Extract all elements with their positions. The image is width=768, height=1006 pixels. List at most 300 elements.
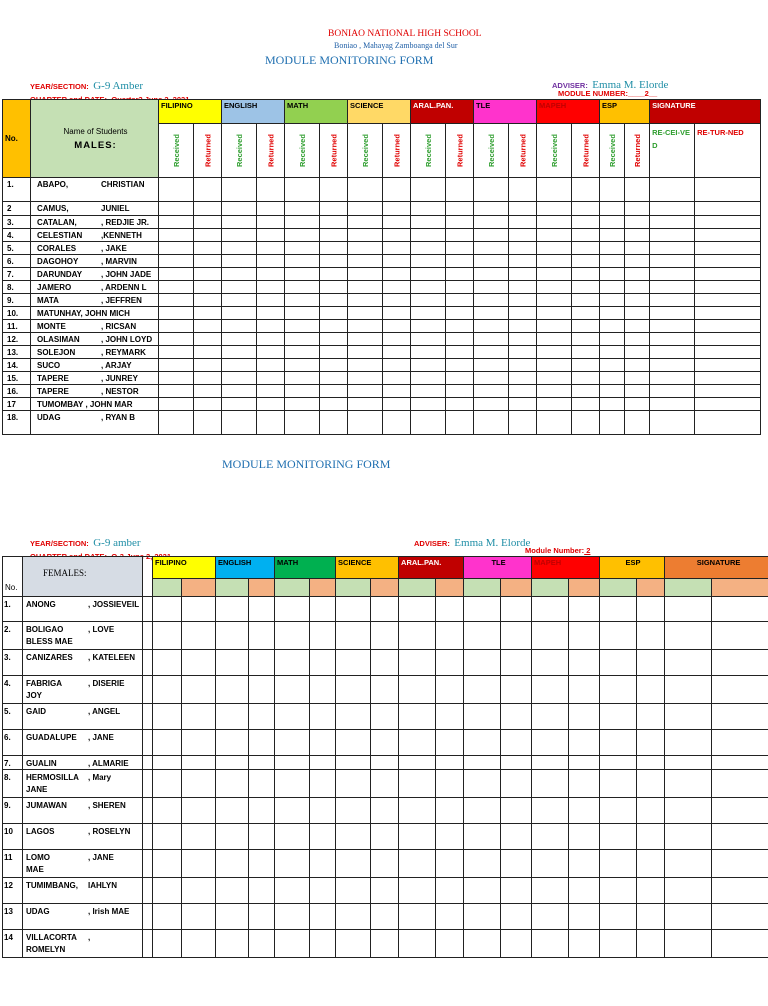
check-cell[interactable]: [474, 307, 509, 320]
check-cell[interactable]: [665, 850, 712, 878]
check-cell[interactable]: [474, 333, 509, 346]
check-cell[interactable]: [348, 242, 383, 255]
check-cell[interactable]: [159, 242, 194, 255]
check-cell[interactable]: [348, 372, 383, 385]
check-cell[interactable]: [665, 756, 712, 770]
check-cell[interactable]: [509, 346, 537, 359]
check-cell[interactable]: [222, 307, 257, 320]
check-cell[interactable]: [216, 770, 249, 798]
check-cell[interactable]: [474, 385, 509, 398]
check-cell[interactable]: [436, 798, 464, 824]
check-cell[interactable]: [371, 704, 399, 730]
check-cell[interactable]: [695, 372, 761, 385]
check-cell[interactable]: [464, 850, 501, 878]
check-cell[interactable]: [182, 622, 216, 650]
check-cell[interactable]: [537, 216, 572, 229]
check-cell[interactable]: [572, 281, 600, 294]
check-cell[interactable]: [474, 216, 509, 229]
check-cell[interactable]: [600, 216, 625, 229]
check-cell[interactable]: [650, 372, 695, 385]
check-cell[interactable]: [285, 178, 320, 202]
check-cell[interactable]: [159, 372, 194, 385]
check-cell[interactable]: [650, 320, 695, 333]
check-cell[interactable]: [320, 385, 348, 398]
check-cell[interactable]: [436, 770, 464, 798]
check-cell[interactable]: [537, 372, 572, 385]
check-cell[interactable]: [194, 346, 222, 359]
check-cell[interactable]: [600, 904, 637, 930]
check-cell[interactable]: [348, 398, 383, 411]
check-cell[interactable]: [336, 676, 371, 704]
check-cell[interactable]: [310, 597, 336, 622]
check-cell[interactable]: [371, 622, 399, 650]
check-cell[interactable]: [336, 704, 371, 730]
check-cell[interactable]: [695, 411, 761, 435]
check-cell[interactable]: [336, 850, 371, 878]
check-cell[interactable]: [194, 398, 222, 411]
check-cell[interactable]: [257, 178, 285, 202]
check-cell[interactable]: [509, 320, 537, 333]
check-cell[interactable]: [532, 676, 569, 704]
check-cell[interactable]: [371, 730, 399, 756]
check-cell[interactable]: [501, 756, 532, 770]
check-cell[interactable]: [285, 281, 320, 294]
check-cell[interactable]: [665, 798, 712, 824]
check-cell[interactable]: [310, 730, 336, 756]
check-cell[interactable]: [537, 411, 572, 435]
check-cell[interactable]: [537, 268, 572, 281]
check-cell[interactable]: [464, 930, 501, 958]
check-cell[interactable]: [411, 255, 446, 268]
check-cell[interactable]: [348, 178, 383, 202]
check-cell[interactable]: [572, 216, 600, 229]
check-cell[interactable]: [383, 359, 411, 372]
check-cell[interactable]: [383, 294, 411, 307]
check-cell[interactable]: [572, 359, 600, 372]
check-cell[interactable]: [446, 178, 474, 202]
check-cell[interactable]: [637, 730, 665, 756]
check-cell[interactable]: [320, 307, 348, 320]
check-cell[interactable]: [446, 255, 474, 268]
check-cell[interactable]: [383, 398, 411, 411]
check-cell[interactable]: [182, 850, 216, 878]
check-cell[interactable]: [348, 268, 383, 281]
check-cell[interactable]: [222, 216, 257, 229]
check-cell[interactable]: [665, 597, 712, 622]
check-cell[interactable]: [411, 294, 446, 307]
check-cell[interactable]: [625, 333, 650, 346]
check-cell[interactable]: [257, 385, 285, 398]
check-cell[interactable]: [625, 307, 650, 320]
check-cell[interactable]: [446, 307, 474, 320]
check-cell[interactable]: [464, 650, 501, 676]
check-cell[interactable]: [249, 798, 275, 824]
check-cell[interactable]: [695, 320, 761, 333]
check-cell[interactable]: [474, 281, 509, 294]
check-cell[interactable]: [194, 268, 222, 281]
check-cell[interactable]: [383, 255, 411, 268]
check-cell[interactable]: [537, 385, 572, 398]
check-cell[interactable]: [637, 798, 665, 824]
check-cell[interactable]: [532, 622, 569, 650]
check-cell[interactable]: [399, 704, 436, 730]
check-cell[interactable]: [257, 268, 285, 281]
check-cell[interactable]: [275, 622, 310, 650]
check-cell[interactable]: [257, 229, 285, 242]
check-cell[interactable]: [194, 411, 222, 435]
check-cell[interactable]: [509, 216, 537, 229]
check-cell[interactable]: [625, 202, 650, 216]
check-cell[interactable]: [532, 770, 569, 798]
check-cell[interactable]: [695, 255, 761, 268]
check-cell[interactable]: [572, 242, 600, 255]
check-cell[interactable]: [712, 878, 768, 904]
check-cell[interactable]: [509, 281, 537, 294]
check-cell[interactable]: [537, 242, 572, 255]
check-cell[interactable]: [285, 359, 320, 372]
check-cell[interactable]: [625, 178, 650, 202]
check-cell[interactable]: [625, 320, 650, 333]
check-cell[interactable]: [650, 202, 695, 216]
check-cell[interactable]: [222, 359, 257, 372]
check-cell[interactable]: [650, 359, 695, 372]
check-cell[interactable]: [275, 756, 310, 770]
check-cell[interactable]: [249, 904, 275, 930]
check-cell[interactable]: [600, 798, 637, 824]
check-cell[interactable]: [182, 798, 216, 824]
check-cell[interactable]: [474, 229, 509, 242]
check-cell[interactable]: [222, 281, 257, 294]
check-cell[interactable]: [650, 216, 695, 229]
check-cell[interactable]: [600, 307, 625, 320]
check-cell[interactable]: [194, 229, 222, 242]
check-cell[interactable]: [194, 255, 222, 268]
check-cell[interactable]: [257, 294, 285, 307]
check-cell[interactable]: [537, 398, 572, 411]
check-cell[interactable]: [665, 676, 712, 704]
check-cell[interactable]: [650, 294, 695, 307]
check-cell[interactable]: [275, 904, 310, 930]
check-cell[interactable]: [310, 676, 336, 704]
check-cell[interactable]: [411, 242, 446, 255]
check-cell[interactable]: [194, 202, 222, 216]
check-cell[interactable]: [275, 650, 310, 676]
check-cell[interactable]: [310, 770, 336, 798]
check-cell[interactable]: [532, 597, 569, 622]
check-cell[interactable]: [509, 307, 537, 320]
check-cell[interactable]: [159, 202, 194, 216]
check-cell[interactable]: [383, 281, 411, 294]
check-cell[interactable]: [625, 268, 650, 281]
check-cell[interactable]: [474, 178, 509, 202]
check-cell[interactable]: [509, 385, 537, 398]
check-cell[interactable]: [474, 255, 509, 268]
check-cell[interactable]: [474, 294, 509, 307]
check-cell[interactable]: [320, 216, 348, 229]
check-cell[interactable]: [501, 676, 532, 704]
check-cell[interactable]: [399, 878, 436, 904]
check-cell[interactable]: [501, 824, 532, 850]
check-cell[interactable]: [285, 320, 320, 333]
check-cell[interactable]: [285, 346, 320, 359]
check-cell[interactable]: [501, 597, 532, 622]
check-cell[interactable]: [600, 294, 625, 307]
check-cell[interactable]: [572, 268, 600, 281]
check-cell[interactable]: [695, 268, 761, 281]
check-cell[interactable]: [695, 202, 761, 216]
check-cell[interactable]: [464, 878, 501, 904]
check-cell[interactable]: [572, 411, 600, 435]
check-cell[interactable]: [153, 597, 182, 622]
check-cell[interactable]: [153, 704, 182, 730]
check-cell[interactable]: [436, 904, 464, 930]
check-cell[interactable]: [537, 333, 572, 346]
check-cell[interactable]: [222, 178, 257, 202]
check-cell[interactable]: [310, 622, 336, 650]
check-cell[interactable]: [285, 385, 320, 398]
check-cell[interactable]: [257, 359, 285, 372]
check-cell[interactable]: [371, 878, 399, 904]
check-cell[interactable]: [446, 359, 474, 372]
check-cell[interactable]: [509, 268, 537, 281]
check-cell[interactable]: [464, 622, 501, 650]
check-cell[interactable]: [695, 346, 761, 359]
check-cell[interactable]: [600, 930, 637, 958]
check-cell[interactable]: [569, 650, 600, 676]
check-cell[interactable]: [399, 930, 436, 958]
check-cell[interactable]: [216, 597, 249, 622]
check-cell[interactable]: [464, 597, 501, 622]
check-cell[interactable]: [712, 622, 768, 650]
check-cell[interactable]: [320, 333, 348, 346]
check-cell[interactable]: [182, 770, 216, 798]
check-cell[interactable]: [600, 650, 637, 676]
check-cell[interactable]: [650, 398, 695, 411]
check-cell[interactable]: [371, 770, 399, 798]
check-cell[interactable]: [637, 850, 665, 878]
check-cell[interactable]: [446, 268, 474, 281]
check-cell[interactable]: [712, 756, 768, 770]
check-cell[interactable]: [383, 268, 411, 281]
check-cell[interactable]: [222, 229, 257, 242]
check-cell[interactable]: [569, 850, 600, 878]
check-cell[interactable]: [712, 730, 768, 756]
check-cell[interactable]: [383, 411, 411, 435]
check-cell[interactable]: [182, 597, 216, 622]
check-cell[interactable]: [637, 650, 665, 676]
check-cell[interactable]: [695, 333, 761, 346]
check-cell[interactable]: [695, 307, 761, 320]
check-cell[interactable]: [665, 824, 712, 850]
check-cell[interactable]: [436, 650, 464, 676]
check-cell[interactable]: [474, 268, 509, 281]
check-cell[interactable]: [501, 770, 532, 798]
check-cell[interactable]: [216, 730, 249, 756]
check-cell[interactable]: [501, 622, 532, 650]
check-cell[interactable]: [411, 398, 446, 411]
check-cell[interactable]: [625, 346, 650, 359]
check-cell[interactable]: [600, 346, 625, 359]
check-cell[interactable]: [257, 307, 285, 320]
check-cell[interactable]: [464, 824, 501, 850]
check-cell[interactable]: [572, 255, 600, 268]
check-cell[interactable]: [600, 320, 625, 333]
check-cell[interactable]: [474, 242, 509, 255]
check-cell[interactable]: [569, 930, 600, 958]
check-cell[interactable]: [285, 372, 320, 385]
check-cell[interactable]: [600, 704, 637, 730]
check-cell[interactable]: [348, 320, 383, 333]
check-cell[interactable]: [600, 398, 625, 411]
check-cell[interactable]: [509, 411, 537, 435]
check-cell[interactable]: [600, 359, 625, 372]
check-cell[interactable]: [637, 622, 665, 650]
check-cell[interactable]: [310, 798, 336, 824]
check-cell[interactable]: [600, 333, 625, 346]
check-cell[interactable]: [182, 676, 216, 704]
check-cell[interactable]: [257, 333, 285, 346]
check-cell[interactable]: [436, 756, 464, 770]
check-cell[interactable]: [275, 930, 310, 958]
check-cell[interactable]: [348, 333, 383, 346]
check-cell[interactable]: [216, 798, 249, 824]
check-cell[interactable]: [625, 398, 650, 411]
check-cell[interactable]: [159, 178, 194, 202]
check-cell[interactable]: [569, 878, 600, 904]
check-cell[interactable]: [625, 294, 650, 307]
check-cell[interactable]: [572, 333, 600, 346]
check-cell[interactable]: [399, 770, 436, 798]
check-cell[interactable]: [383, 202, 411, 216]
check-cell[interactable]: [348, 281, 383, 294]
check-cell[interactable]: [446, 372, 474, 385]
check-cell[interactable]: [600, 411, 625, 435]
check-cell[interactable]: [222, 411, 257, 435]
check-cell[interactable]: [371, 676, 399, 704]
check-cell[interactable]: [509, 202, 537, 216]
check-cell[interactable]: [159, 346, 194, 359]
check-cell[interactable]: [509, 242, 537, 255]
check-cell[interactable]: [383, 242, 411, 255]
check-cell[interactable]: [216, 878, 249, 904]
check-cell[interactable]: [446, 320, 474, 333]
check-cell[interactable]: [159, 307, 194, 320]
check-cell[interactable]: [532, 704, 569, 730]
check-cell[interactable]: [222, 398, 257, 411]
check-cell[interactable]: [600, 756, 637, 770]
check-cell[interactable]: [399, 676, 436, 704]
check-cell[interactable]: [637, 676, 665, 704]
check-cell[interactable]: [446, 294, 474, 307]
check-cell[interactable]: [695, 216, 761, 229]
check-cell[interactable]: [572, 307, 600, 320]
check-cell[interactable]: [310, 650, 336, 676]
check-cell[interactable]: [348, 385, 383, 398]
check-cell[interactable]: [383, 333, 411, 346]
check-cell[interactable]: [159, 268, 194, 281]
check-cell[interactable]: [320, 268, 348, 281]
check-cell[interactable]: [159, 333, 194, 346]
check-cell[interactable]: [159, 320, 194, 333]
check-cell[interactable]: [257, 346, 285, 359]
check-cell[interactable]: [159, 294, 194, 307]
check-cell[interactable]: [537, 359, 572, 372]
check-cell[interactable]: [600, 770, 637, 798]
check-cell[interactable]: [153, 930, 182, 958]
check-cell[interactable]: [285, 255, 320, 268]
check-cell[interactable]: [320, 398, 348, 411]
check-cell[interactable]: [399, 824, 436, 850]
check-cell[interactable]: [153, 730, 182, 756]
check-cell[interactable]: [569, 730, 600, 756]
check-cell[interactable]: [501, 798, 532, 824]
check-cell[interactable]: [371, 904, 399, 930]
check-cell[interactable]: [285, 411, 320, 435]
check-cell[interactable]: [336, 798, 371, 824]
check-cell[interactable]: [600, 202, 625, 216]
check-cell[interactable]: [650, 385, 695, 398]
check-cell[interactable]: [712, 704, 768, 730]
check-cell[interactable]: [446, 333, 474, 346]
check-cell[interactable]: [194, 242, 222, 255]
check-cell[interactable]: [712, 597, 768, 622]
check-cell[interactable]: [320, 242, 348, 255]
check-cell[interactable]: [310, 850, 336, 878]
check-cell[interactable]: [222, 320, 257, 333]
check-cell[interactable]: [275, 878, 310, 904]
check-cell[interactable]: [310, 878, 336, 904]
check-cell[interactable]: [650, 281, 695, 294]
check-cell[interactable]: [383, 385, 411, 398]
check-cell[interactable]: [411, 385, 446, 398]
check-cell[interactable]: [399, 730, 436, 756]
check-cell[interactable]: [159, 411, 194, 435]
check-cell[interactable]: [501, 850, 532, 878]
check-cell[interactable]: [501, 930, 532, 958]
check-cell[interactable]: [532, 850, 569, 878]
check-cell[interactable]: [348, 216, 383, 229]
check-cell[interactable]: [436, 676, 464, 704]
check-cell[interactable]: [625, 385, 650, 398]
check-cell[interactable]: [216, 850, 249, 878]
check-cell[interactable]: [436, 850, 464, 878]
check-cell[interactable]: [153, 850, 182, 878]
check-cell[interactable]: [153, 798, 182, 824]
check-cell[interactable]: [572, 320, 600, 333]
check-cell[interactable]: [650, 411, 695, 435]
check-cell[interactable]: [474, 202, 509, 216]
check-cell[interactable]: [257, 216, 285, 229]
check-cell[interactable]: [257, 202, 285, 216]
check-cell[interactable]: [275, 850, 310, 878]
check-cell[interactable]: [194, 333, 222, 346]
check-cell[interactable]: [383, 307, 411, 320]
check-cell[interactable]: [537, 346, 572, 359]
check-cell[interactable]: [399, 622, 436, 650]
check-cell[interactable]: [249, 622, 275, 650]
check-cell[interactable]: [537, 255, 572, 268]
check-cell[interactable]: [336, 622, 371, 650]
check-cell[interactable]: [320, 202, 348, 216]
check-cell[interactable]: [257, 372, 285, 385]
check-cell[interactable]: [532, 824, 569, 850]
check-cell[interactable]: [320, 229, 348, 242]
check-cell[interactable]: [474, 346, 509, 359]
check-cell[interactable]: [532, 904, 569, 930]
check-cell[interactable]: [695, 385, 761, 398]
check-cell[interactable]: [532, 930, 569, 958]
check-cell[interactable]: [159, 385, 194, 398]
